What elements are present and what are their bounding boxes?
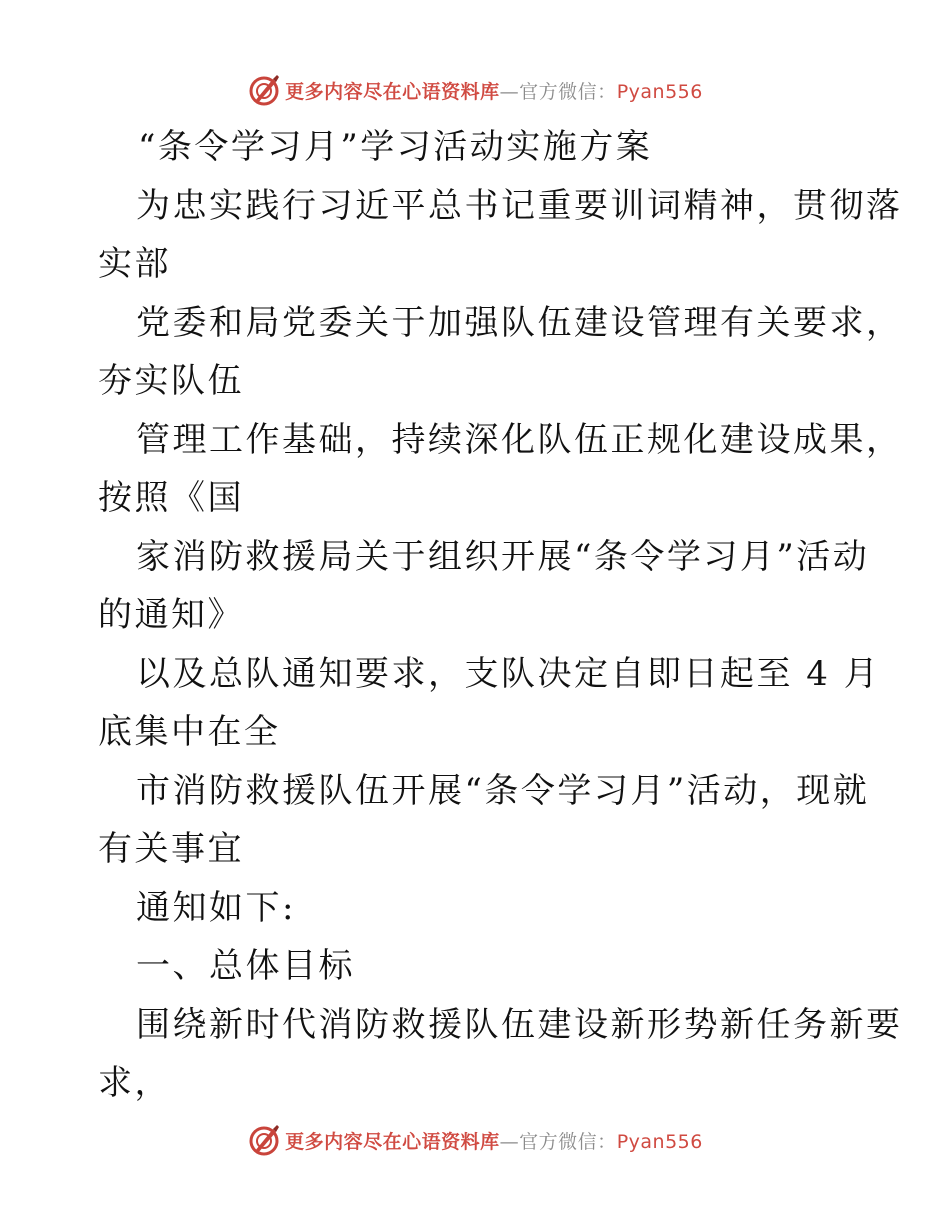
- watermark-red-text: 更多内容尽在心语资料库: [285, 1130, 500, 1153]
- pen-circle-logo-icon: [247, 1123, 281, 1157]
- paragraph-line: 底集中在全: [98, 712, 281, 752]
- watermark-wechat-id: Pyan556: [616, 1130, 703, 1153]
- paragraph-line: 以及总队通知要求，支队决定自即日起至 4 月: [136, 653, 881, 694]
- paragraph-line: 夯实队伍: [98, 361, 244, 401]
- header-watermark: [0, 70, 950, 110]
- watermark-content: [247, 1123, 703, 1157]
- watermark-red-text: 更多内容尽在心语资料库: [285, 80, 500, 103]
- watermark-gray-text: 官方微信：: [519, 80, 617, 103]
- document-title: “条令学习月”学习活动实施方案: [138, 127, 653, 167]
- paragraph-line: 围绕新时代消防救援队伍建设新形势新任务新要: [136, 1004, 903, 1045]
- paragraph-line: 实部: [98, 244, 171, 284]
- paragraph-line: 为忠实践行习近平总书记重要训词精神，贯彻落: [136, 185, 903, 226]
- watermark-text: [285, 1127, 703, 1154]
- paragraph-line: 管理工作基础，持续深化队伍正规化建设成果，: [136, 419, 903, 460]
- paragraph-line: 求，: [98, 1063, 171, 1103]
- paragraph-line: 有关事宜: [98, 829, 244, 869]
- paragraph-line: 按照《国: [98, 478, 244, 518]
- paragraph-line: 的通知》: [98, 595, 244, 635]
- paragraph-line: 通知如下:: [136, 887, 296, 928]
- paragraph-line: 党委和局党委关于加强队伍建设管理有关要求，: [136, 302, 903, 343]
- watermark-dash: —: [499, 80, 520, 103]
- watermark-text: [285, 77, 703, 104]
- paragraph-line: 市消防救援队伍开展“条令学习月”活动，现就: [136, 770, 870, 811]
- section-heading: 一、总体目标: [136, 946, 355, 986]
- watermark-gray-text: 官方微信：: [519, 1130, 617, 1153]
- watermark-wechat-id: Pyan556: [616, 80, 703, 103]
- pen-circle-logo-icon: [247, 73, 281, 107]
- document-body: [98, 118, 903, 1113]
- paragraph-line: 家消防救援局关于组织开展“条令学习月”活动: [136, 536, 870, 577]
- footer-watermark: [0, 1120, 950, 1160]
- watermark-dash: —: [499, 1130, 520, 1153]
- watermark-content: [247, 73, 703, 107]
